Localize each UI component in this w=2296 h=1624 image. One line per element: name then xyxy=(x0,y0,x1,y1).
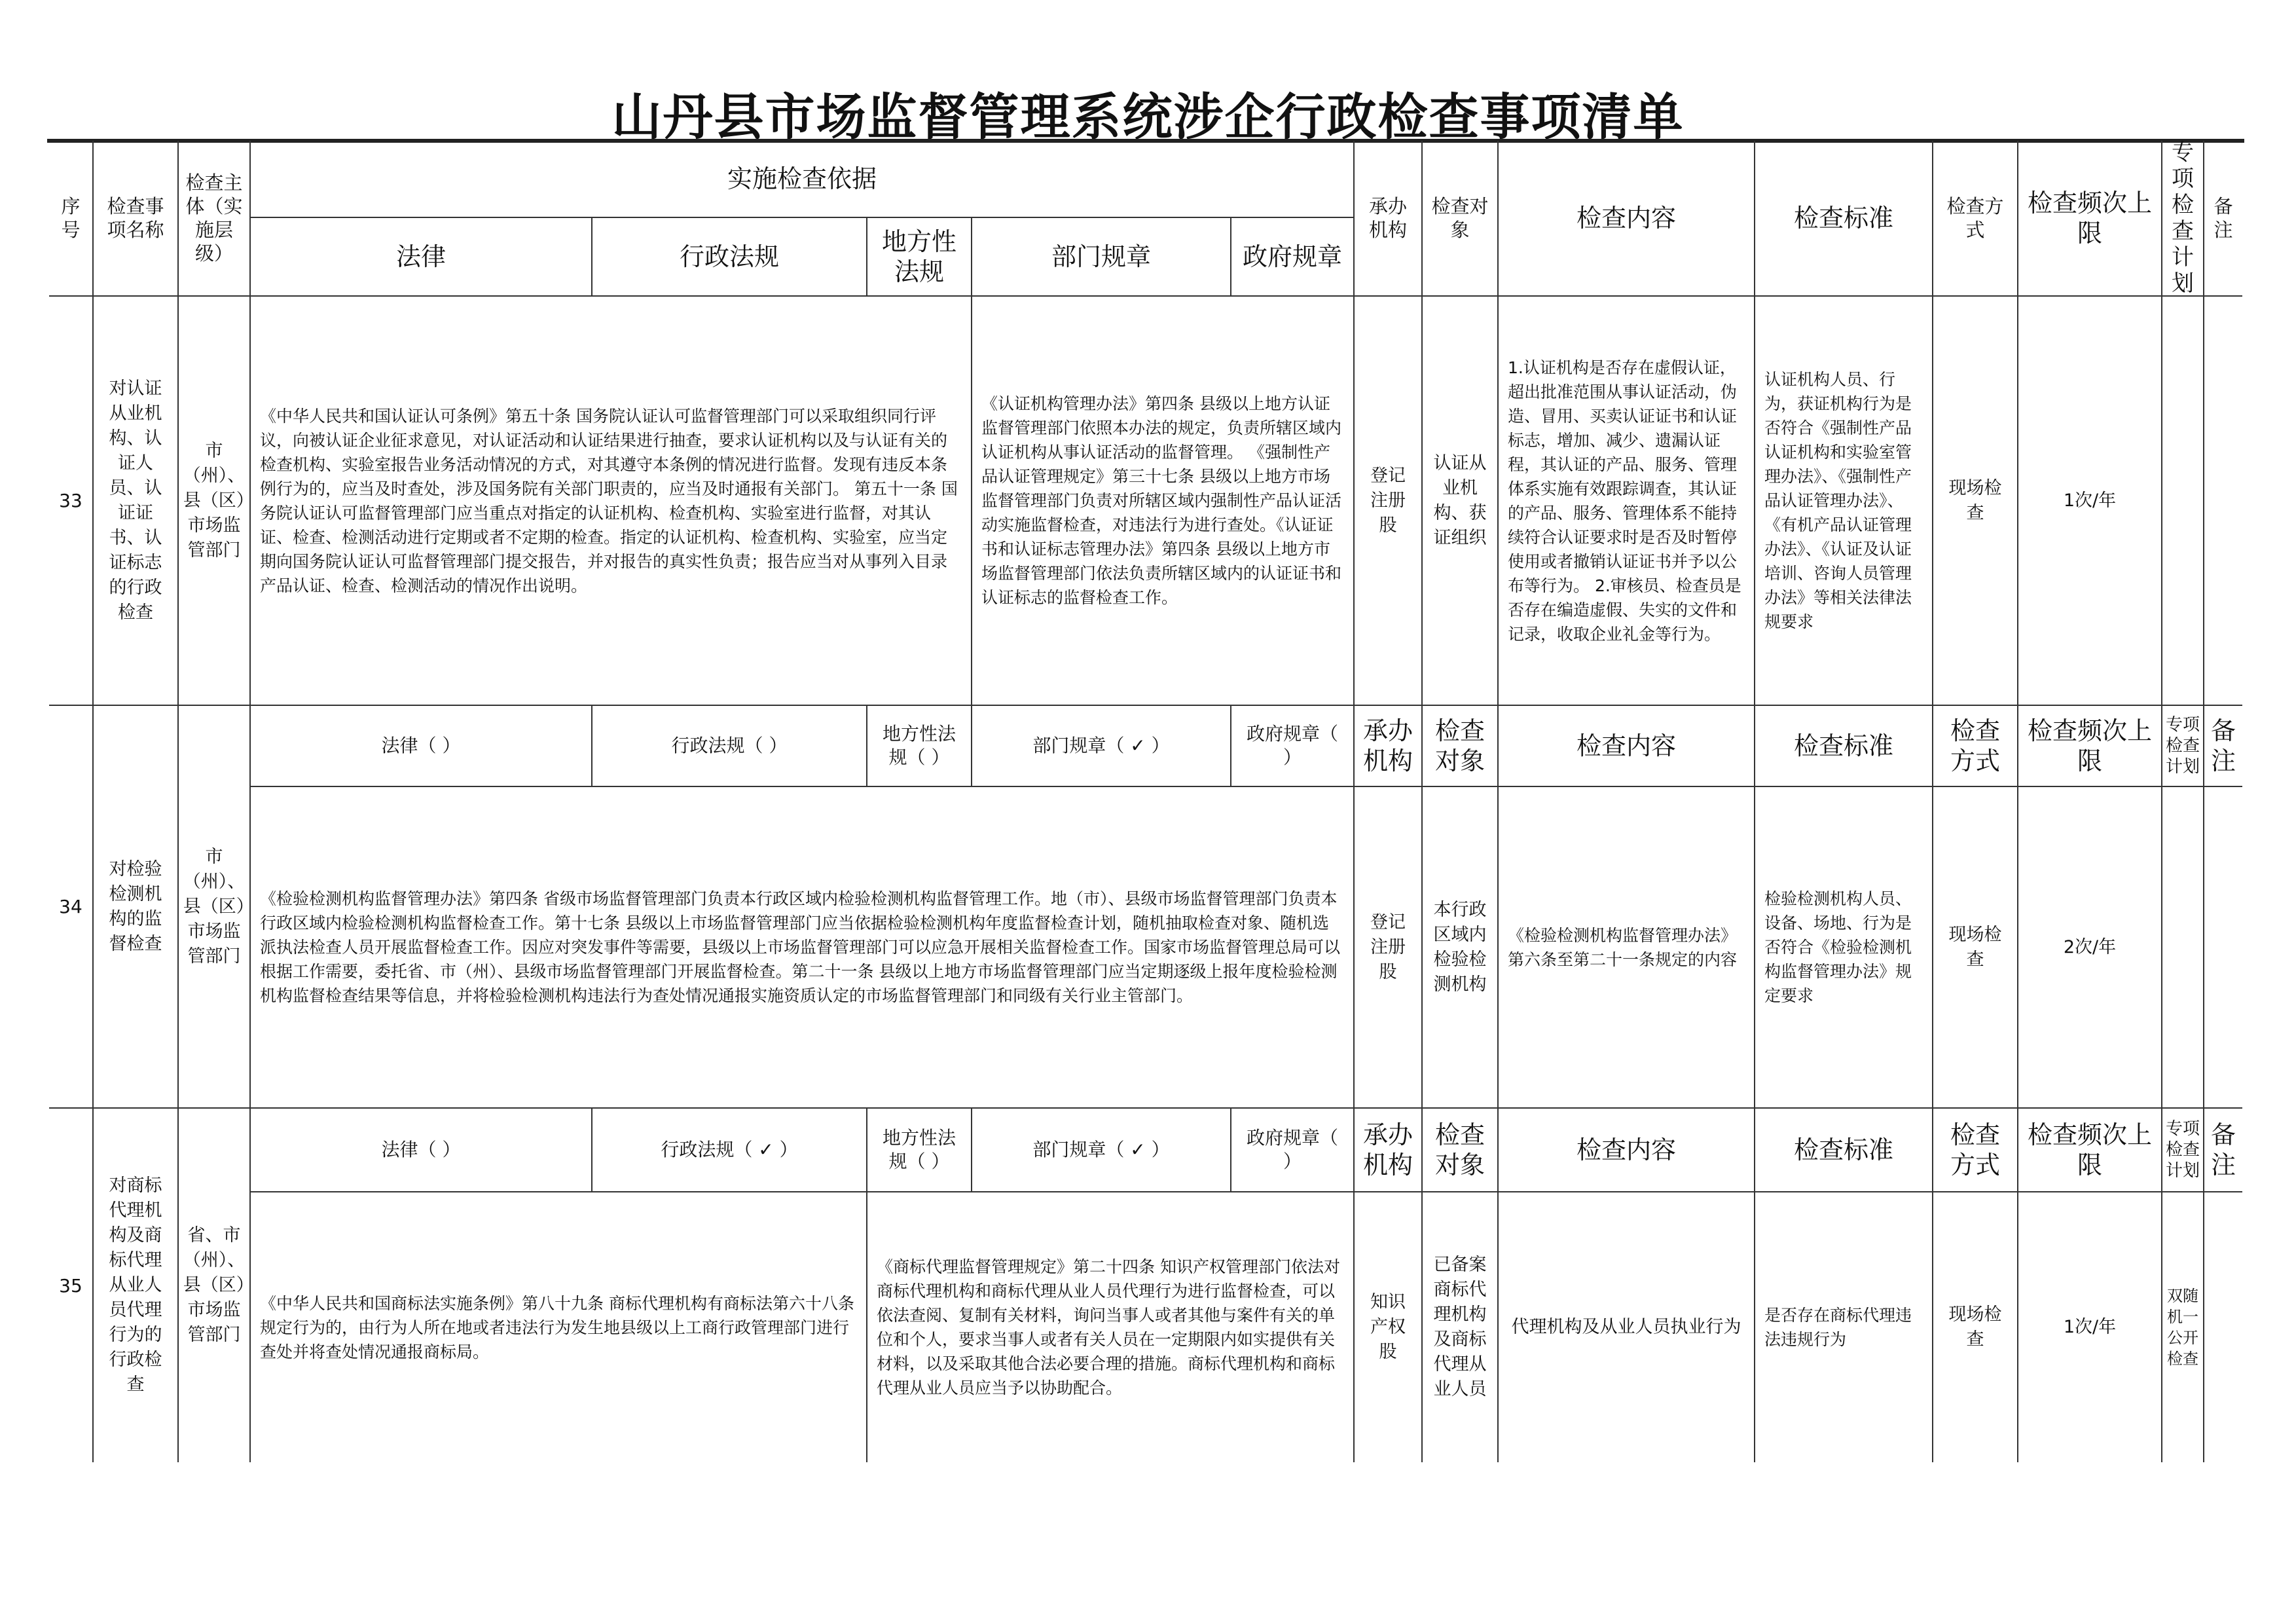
header-plan: 专项检查计划 xyxy=(2162,141,2204,297)
row-34-sub-admin: 行政法规（ ） xyxy=(592,706,867,787)
header-note: 备注 xyxy=(2204,141,2242,297)
row-33-freq: 1次/年 xyxy=(2018,297,2162,706)
row-34-freq: 2次/年 xyxy=(2018,787,2162,1109)
row-35-hdr-org: 承办机构 xyxy=(1355,1109,1423,1192)
row-34-seq: 34 xyxy=(49,706,94,1109)
row-35-freq: 1次/年 xyxy=(2018,1192,2162,1462)
page-title: 山丹县市场监督管理系统涉企行政检查事项清单 xyxy=(611,88,1685,146)
row-33-plan xyxy=(2162,297,2204,706)
row-33-org: 登记注册股 xyxy=(1355,297,1423,706)
row-35-object: 已备案商标代理机构及商标代理从业人员 xyxy=(1423,1192,1499,1462)
header-freq: 检查频次上限 xyxy=(2018,141,2162,297)
row-34-sub-gov: 政府规章（ ） xyxy=(1231,706,1355,787)
row-35-hdr-plan: 专项检查计划 xyxy=(2162,1109,2204,1192)
row-34-method: 现场检查 xyxy=(1933,787,2018,1109)
row-34-sub-dept: 部门规章（ ✓ ） xyxy=(972,706,1231,787)
row-34-org: 登记注册股 xyxy=(1355,787,1423,1109)
row-33-standard: 认证机构人员、行为，获证机构行为是否符合《强制性产品认证机构和实验室管理办法》、《强制性产品认证管理办法》、《有机产品认证管理办法》、《认证及认证培训、咨询人员管理办法》等相关法律法规要求 xyxy=(1755,297,1933,706)
header-subject: 检查主体（实施层级） xyxy=(179,141,251,297)
header-basis: 实施检查依据 xyxy=(251,141,1355,218)
row-33-method: 现场检查 xyxy=(1933,297,2018,706)
header-method: 检查方式 xyxy=(1933,141,2018,297)
row-34-hdr-freq: 检查频次上限 xyxy=(2018,706,2162,787)
row-35-subject: 省、市（州）、县（区）市场监管部门 xyxy=(179,1109,251,1462)
row-35-plan: 双随机一公开检查 xyxy=(2162,1192,2204,1462)
row-35-sub-dept: 部门规章（ ✓ ） xyxy=(972,1109,1231,1192)
row-35-content: 代理机构及从业人员执业行为 xyxy=(1499,1192,1755,1462)
row-34-item: 对检验检测机构的监督检查 xyxy=(94,706,179,1109)
row-35-method: 现场检查 xyxy=(1933,1192,2018,1462)
row-34-hdr-note: 备注 xyxy=(2204,706,2242,787)
header-object: 检查对象 xyxy=(1423,141,1499,297)
row-35-org: 知识产权股 xyxy=(1355,1192,1423,1462)
row-33-note xyxy=(2204,297,2242,706)
row-33-item: 对认证从业机构、认证人员、认证证书、认证标志的行政检查 xyxy=(94,297,179,706)
row-35-sub-local: 地方性法规（ ） xyxy=(867,1109,972,1192)
row-35-dept-rule: 《商标代理监督管理规定》第二十四条 知识产权管理部门依法对商标代理机构和商标代理从业人员代理行为进行监督检查，可以依法查阅、复制有关材料，询问当事人或者其他与案件有关的单位和个人，要求当事人或者有关人员在一定期限内如实提供有关材料，以及采取其他合法必要合理的措施。商标代理机构和商标代理从业人员应当予以协助配合。 xyxy=(867,1192,1355,1462)
row-33-subject: 市（州）、县（区）市场监管部门 xyxy=(179,297,251,706)
row-34-hdr-object: 检查对象 xyxy=(1423,706,1499,787)
row-35-standard: 是否存在商标代理违法违规行为 xyxy=(1755,1192,1933,1462)
header-seq: 序号 xyxy=(49,141,94,297)
header-org: 承办机构 xyxy=(1355,141,1423,297)
row-34-note xyxy=(2204,787,2242,1109)
header-dept-rule: 部门规章 xyxy=(972,218,1231,297)
inspection-table xyxy=(47,139,2244,1399)
row-35-sub-admin: 行政法规（ ✓ ） xyxy=(592,1109,867,1192)
header-local-reg: 地方性法规 xyxy=(867,218,972,297)
row-33-seq: 33 xyxy=(49,297,94,706)
row-33-law: 《中华人民共和国认证认可条例》第五十条 国务院认证认可监督管理部门可以采取组织同行评议，向被认证企业征求意见，对认证活动和认证结果进行抽查，要求认证机构以及与认证有关的检查机构、实验室报告业务活动情况的方式，对其遵守本条例的情况进行监督。发现有违反本条例行为的，应当及时查处，涉及国务院有关部门职责的，应当及时通报有关部门。 第五十一条 国务院认证认可监督管理部门应当重点对指定的认证机构、检查机构、实验室进行监督，对其认证、检查、检测活动进行定期或者不定期的检查。指定的认证机构、检查机构、实验室，应当定期向国务院认证认可监督管理部门提交报告，并对报告的真实性负责；报告应当对从事列入目录产品认证、检查、检测活动的情况作出说明。 xyxy=(251,297,972,706)
row-35-hdr-object: 检查对象 xyxy=(1423,1109,1499,1192)
header-item: 检查事项名称 xyxy=(94,141,179,297)
header-standard: 检查标准 xyxy=(1755,141,1933,297)
row-34-hdr-content: 检查内容 xyxy=(1499,706,1755,787)
row-33-dept-rule: 《认证机构管理办法》第四条 县级以上地方认证监督管理部门依照本办法的规定，负责所辖区域内认证机构从事认证活动的监督管理。 《强制性产品认证管理规定》第三十七条 县级以上地方市场监督管理部门负责对所辖区域内强制性产品认证活动实施监督检查，对违法行为进行查处。《认证证书和认证标志管理办法》第四条 县级以上地方市场监督管理部门依法负责所辖区域内的认证证书和认证标志的监督检查工作。 xyxy=(972,297,1355,706)
row-34-sub-law: 法律（ ） xyxy=(251,706,592,787)
header-admin-reg: 行政法规 xyxy=(592,218,867,297)
row-34-hdr-standard: 检查标准 xyxy=(1755,706,1933,787)
row-34-subject: 市（州）、县（区）市场监管部门 xyxy=(179,706,251,1109)
row-35-sub-gov: 政府规章（ ） xyxy=(1231,1109,1355,1192)
row-35-note xyxy=(2204,1192,2242,1462)
row-34-content: 《检验检测机构监督管理办法》第六条至第二十一条规定的内容 xyxy=(1499,787,1755,1109)
row-35-sub-law: 法律（ ） xyxy=(251,1109,592,1192)
header-content: 检查内容 xyxy=(1499,141,1755,297)
row-34-hdr-method: 检查方式 xyxy=(1933,706,2018,787)
row-35-admin-reg: 《中华人民共和国商标法实施条例》第八十九条 商标代理机构有商标法第六十八条规定行为的，由行为人所在地或者违法行为发生地县级以上工商行政管理部门进行查处并将查处情况通报商标局。 xyxy=(251,1192,867,1462)
row-34-basis: 《检验检测机构监督管理办法》第四条 省级市场监督管理部门负责本行政区域内检验检测机构监督管理工作。地（市）、县级市场监督管理部门负责本行政区域内检验检测机构监督检查工作。第十七条 县级以上市场监督管理部门应当依据检验检测机构年度监督检查计划，随机抽取检查对象、随机选派执法检查人员开展监督检查工作。因应对突发事件等需要，县级以上市场监督管理部门可以应急开展相关监督检查工作。国家市场监督管理总局可以根据工作需要，委托省、市（州）、县级市场监督管理部门开展监督检查。第二十一条 县级以上地方市场监督管理部门应当定期逐级上报年度检验检测机构监督检查结果等信息，并将检验检测机构违法行为查处情况通报实施资质认定的市场监督管理部门和同级有关行业主管部门。 xyxy=(251,787,1355,1109)
row-35-seq: 35 xyxy=(49,1109,94,1462)
row-34-hdr-plan: 专项检查计划 xyxy=(2162,706,2204,787)
row-33-content: 1.认证机构是否存在虚假认证，超出批准范围从事认证活动，伪造、冒用、买卖认证证书和认证标志，增加、减少、遗漏认证程，其认证的产品、服务、管理体系实施有效跟踪调查，其认证的产品、服务、管理体系不能持续符合认证要求时是否及时暂停使用或者撤销认证证书并予以公布等行为。 2.审核员、检查员是否存在编造虚假、失实的文件和记录，收取企业礼金等行为。 xyxy=(1499,297,1755,706)
row-34-hdr-org: 承办机构 xyxy=(1355,706,1423,787)
row-34-plan xyxy=(2162,787,2204,1109)
row-34-object: 本行政区域内检验检测机构 xyxy=(1423,787,1499,1109)
row-34-sub-local: 地方性法规（ ） xyxy=(867,706,972,787)
row-35-hdr-note: 备注 xyxy=(2204,1109,2242,1192)
row-35-hdr-freq: 检查频次上限 xyxy=(2018,1109,2162,1192)
row-34-standard: 检验检测机构人员、设备、场地、行为是否符合《检验检测机构监督管理办法》规定要求 xyxy=(1755,787,1933,1109)
header-law: 法律 xyxy=(251,218,592,297)
row-33-object: 认证从业机构、获证组织 xyxy=(1423,297,1499,706)
header-gov-rule: 政府规章 xyxy=(1231,218,1355,297)
row-35-hdr-content: 检查内容 xyxy=(1499,1109,1755,1192)
row-35-hdr-method: 检查方式 xyxy=(1933,1109,2018,1192)
row-35-item: 对商标代理机构及商标代理从业人员代理行为的行政检查 xyxy=(94,1109,179,1462)
row-35-hdr-standard: 检查标准 xyxy=(1755,1109,1933,1192)
